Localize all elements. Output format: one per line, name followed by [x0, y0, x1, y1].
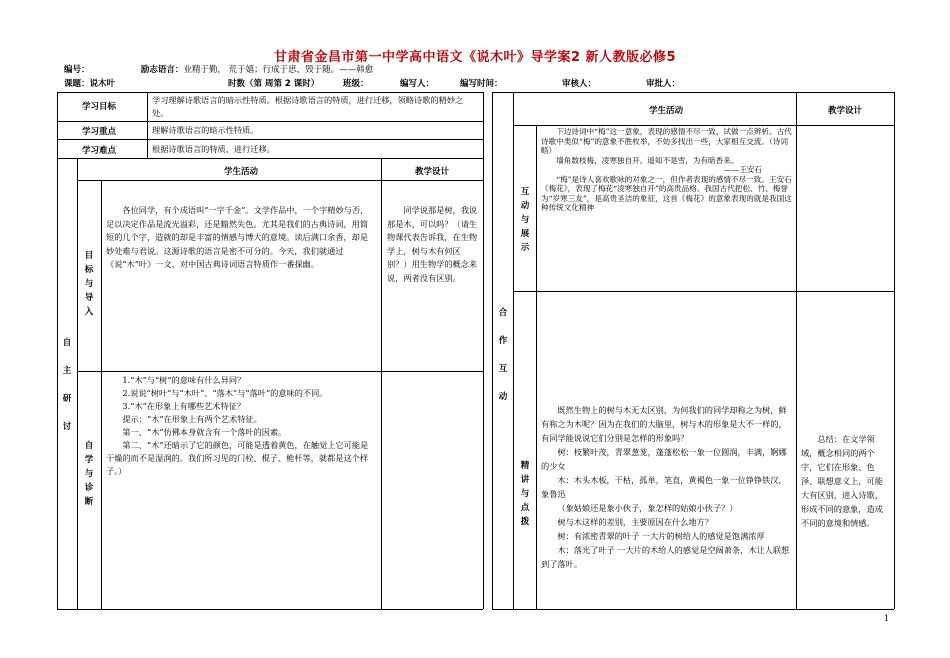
meta-line-2	[64, 77, 115, 89]
show-line: 下边诗词中“梅”这一意象，表现的感情不尽一致，试做一点辨析。古代诗歌中类似“梅”的意象不胜枚举，不妨多找出一些，大家相互交流。（诗词略）	[541, 127, 792, 155]
section-self-study-3: 研	[62, 394, 72, 404]
intro-text: 各位同学，有个成语叫“一字千金”。文学作品中，一个字精妙与否，足以决定作品是流光溢彩，还是黯然失色。尤其是我们的古典诗词，用简短的几个字，造就的却是丰富的情感与博大的意境。读后满口余香，却是妙处难与君说。这源诗歌的语言是密不可分的。今天，我们就通过《说“木”叶》一文，对中国古典诗词语言特质作一番探幽。	[106, 205, 369, 269]
section-cooperate-3: 互	[498, 364, 508, 374]
row-explain-label-2: 讲	[520, 475, 530, 485]
right-activity-header: 学生活动	[648, 106, 683, 116]
explain-line: 树：枝繁叶茂，青翠葱茏，蓬蓬松松一象一位圆润，丰满，婀娜的少女	[541, 447, 787, 471]
row-diagnosis-label-3: 与	[84, 469, 94, 479]
row-show-label-1: 互	[520, 187, 530, 197]
row-intro-label-4: 导	[84, 293, 94, 303]
show-line: 墙角数枝梅，凌寒独自开。遥知不是雪，为有暗香来。	[556, 155, 739, 165]
topic-value: 说木叶	[89, 79, 116, 89]
topic-label: 课题：	[64, 79, 90, 89]
objective-text: 学习理解诗歌语言的暗示性特质。根据诗歌语言的特质，进行迁移，领略诗歌的精妙之处。	[152, 95, 464, 118]
row-diagnosis-label-4: 诊	[84, 483, 94, 493]
diagnosis-text	[106, 374, 376, 478]
left-activity-header: 学生活动	[223, 167, 258, 177]
section-self-study-1: 自	[62, 338, 72, 348]
row-show-label-2: 动	[520, 201, 530, 211]
time-label: 编写时间：	[460, 79, 503, 89]
row-show-label-4: 展	[520, 229, 530, 239]
explain-text	[541, 403, 793, 571]
row-diagnosis-label-1: 自	[84, 441, 94, 451]
page-number: 1	[884, 614, 890, 623]
diagnosis-line: 2.说说“树叶”与“木叶”、“落木”与“落叶”的意味的不同。	[122, 388, 328, 398]
difficulty-label: 学习难点	[82, 146, 117, 156]
row-show-label-5: 示	[520, 243, 530, 253]
explain-line: 既然生物上的树与木无太区别，为何我们的同学却称之为树，鲜有称之为木呢？因为在我们的大脑里，树与木的形象是大不一样的，有同学能说说它们分别是怎样的形象吗？	[541, 405, 787, 443]
row-intro-label-2: 标	[84, 265, 94, 275]
explain-line: 树：有浓密青翠的叶子 一大片的树给人的感觉是饱满浓厚	[557, 531, 765, 541]
class-label: 班级：	[343, 79, 369, 89]
section-cooperate-4: 动	[498, 392, 508, 402]
focus-text: 理解诗歌语言的暗示性特质。	[152, 125, 259, 135]
objective-label: 学习目标	[82, 102, 117, 112]
number-label: 编号：	[64, 65, 90, 75]
intro-design: 同学说那是树，我说那是木，可以吗？（请生物课代表告诉我，在生物学上，树与木有何区别？）用生物学的概念来说，两者没有区别。	[387, 205, 478, 283]
motto-text: 业精于勤， 荒于嬉；行成于思，毁于随。——韩愈	[183, 65, 374, 75]
row-explain-label-3: 与	[520, 489, 530, 499]
diagnosis-line: 3.“木”在形象上有哪些艺术特征？	[122, 401, 246, 411]
row-diagnosis-label-2: 学	[84, 455, 94, 465]
approver-label: 审批人：	[646, 79, 681, 89]
focus-label: 学习重点	[82, 127, 117, 137]
diagnosis-line: 第一、“木”仿佛本身就含有一个落叶的因素。	[122, 427, 287, 437]
right-design-header: 教学设计	[827, 106, 862, 116]
explain-design: 总结：在文学领域，概念相同的两个字，它们在形象、色泽、联想意义上，可能大有区别，进入诗歌，形成不同的意象，造成不同的意境和情感。	[801, 434, 883, 528]
section-self-study-2: 主	[62, 366, 72, 376]
explain-line: 树与木这样的差别，主要原因在什么地方？	[557, 517, 713, 527]
show-line-author: ——王安石	[724, 165, 762, 174]
row-explain-label-5: 拨	[520, 517, 530, 527]
row-intro-label-5: 入	[84, 307, 94, 317]
diagnosis-line: 提示：“木”在形象上有两个艺术特征。	[122, 414, 262, 424]
explain-line: 木：落光了叶子 一大片的木给人的感觉是空阔萧条，木让人联想到了落叶。	[541, 545, 790, 569]
show-line: “梅”是诗人喜欢歌咏的对象之一，但作者表现的感情不尽一致。王安石《梅花》，表现了梅花“凌寒独自开”的高贵品格。我国古代把松、竹、梅誉为“岁寒三友”，是高贵圣洁的象征，这首《梅花》的意象表现的就是我国这种传统文化精神	[541, 174, 792, 212]
row-explain-label-1: 精	[520, 461, 530, 471]
explain-line: （象姑娘还是象小伙子，象怎样的姑娘小伙子？）	[557, 503, 738, 513]
row-intro-label-1: 目	[84, 251, 94, 261]
row-explain-label-4: 点	[520, 503, 530, 513]
row-intro-label-3: 与	[84, 279, 94, 289]
section-self-study-4: 讨	[62, 422, 72, 432]
show-text	[541, 127, 792, 213]
explain-line: 木：木头木板，干枯，孤单，笔直，黄褐色一象一位铮铮铁汉，象鲁迅	[541, 475, 787, 499]
difficulty-text: 根据诗歌语言的特质，进行迁移。	[152, 144, 275, 154]
motto-label: 励志语言：	[140, 65, 184, 75]
section-cooperate-1: 合	[498, 308, 508, 318]
writer-label: 编写人：	[400, 79, 435, 89]
meta-line-1	[64, 63, 373, 75]
hours-text: 时数（第 周第 2 课时）	[228, 79, 320, 89]
document-title: 甘肃省金昌市第一中学高中语文《说木叶》导学案2 新人教版必修5	[273, 50, 677, 65]
section-cooperate-2: 作	[498, 336, 508, 346]
diagnosis-line: 第二、“木”还暗示了它的颜色，可能是透着黄色，在触觉上它可能是干燥的而不是湿润的。我们所习见的门栓、棍子、桅杆等，就都是这个样子。）	[106, 440, 369, 476]
row-diagnosis-label-5: 断	[84, 497, 94, 507]
reviewer-label: 审核人：	[562, 79, 597, 89]
row-show-label-3: 与	[520, 215, 530, 225]
diagnosis-line: 1.“木”与“树”的意味有什么异同？	[122, 375, 246, 385]
left-design-header: 教学设计	[414, 167, 449, 177]
